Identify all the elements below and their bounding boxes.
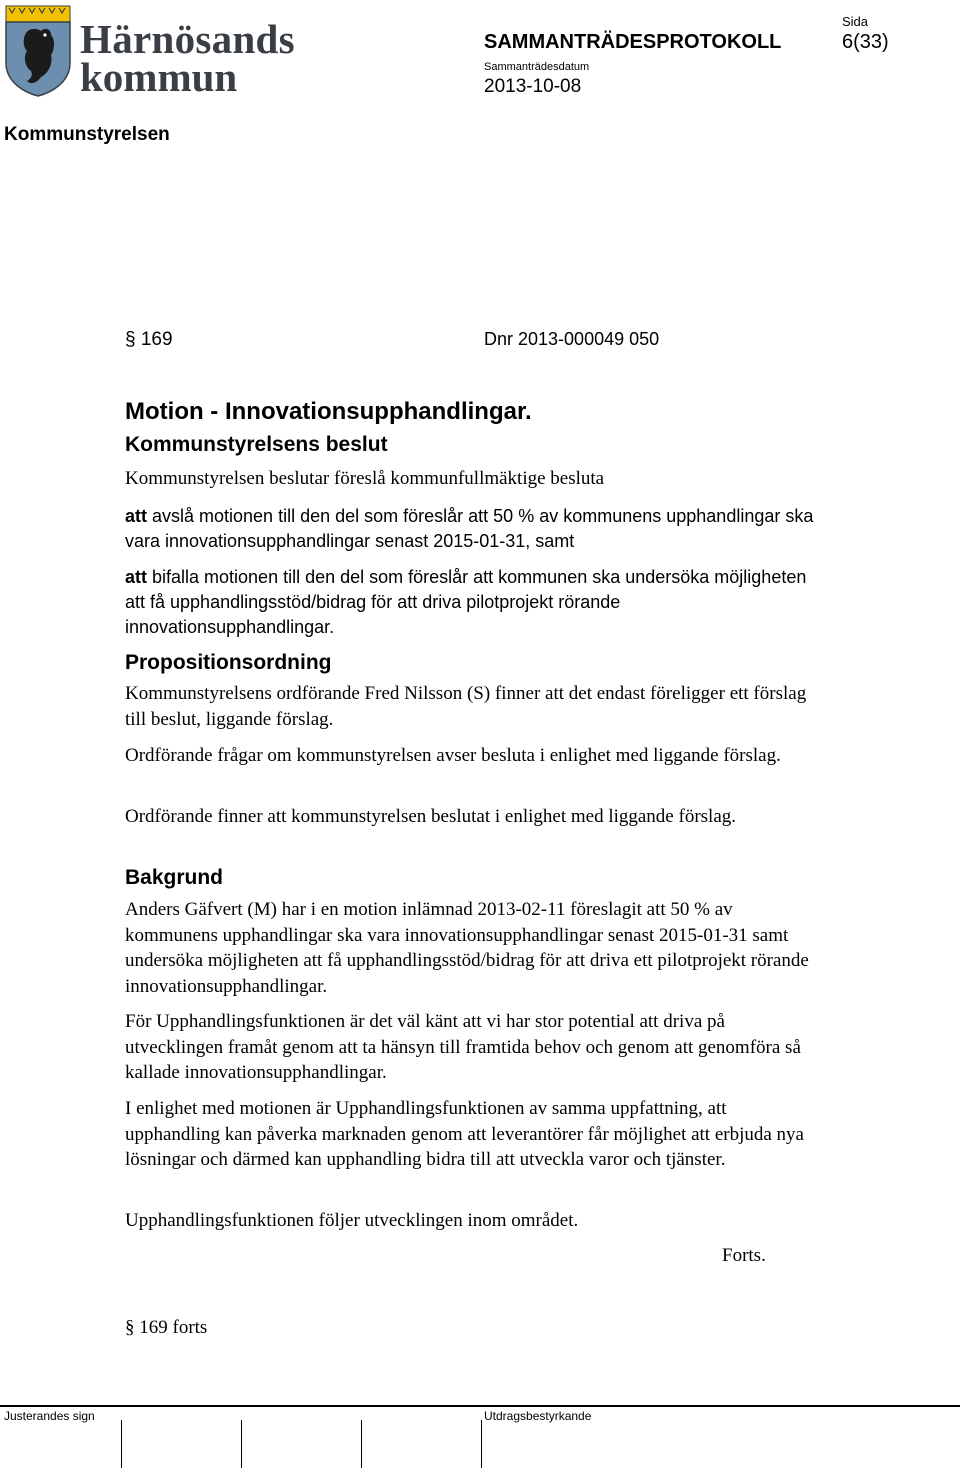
- certification-label: Utdragsbestyrkande: [484, 1409, 592, 1423]
- diary-number: Dnr 2013-000049 050: [484, 329, 660, 349]
- background-paragraph-4: Upphandlingsfunktionen följer utvecklingen inom området.: [125, 1210, 579, 1231]
- signature-box-divider: [121, 1420, 122, 1468]
- meeting-date: 2013-10-08: [484, 76, 582, 97]
- municipality-logo-wordmark: [80, 16, 295, 100]
- section-mark: §: [125, 329, 136, 350]
- logo-line-2: kommun: [80, 54, 238, 100]
- proposition-paragraph-1: Kommunstyrelsens ordförande Fred Nilsson (S) finner att det endast föreligger ett förslag till beslut, liggande förslag.: [125, 683, 807, 730]
- paragraph-number: [125, 329, 173, 351]
- footer-rule: [0, 1405, 960, 1407]
- att-keyword: att: [125, 567, 147, 587]
- continued-paragraph-label: 169 forts: [139, 1317, 208, 1338]
- proposition-heading: Propositionsordning: [125, 651, 332, 674]
- att-text: avslå motionen till den del som föreslår att 50 % av kommunens upphandlingar ska vara innovationsupphandlingar senast 2015-01-31, samt: [125, 506, 814, 551]
- signature-box-divider: [481, 1420, 482, 1468]
- protocol-title: SAMMANTRÄDESPROTOKOLL: [484, 31, 782, 53]
- att-keyword: att: [125, 506, 147, 526]
- item-title: Motion - Innovationsupphandlingar.: [125, 398, 532, 425]
- background-paragraph-3: I enlighet med motionen är Upphandlingsfunktionen av samma uppfattning, att upphandling kan påverka marknaden genom att leverantörer får möjlighet att erbjuda nya lösningar och därmed kan upphandling bidra till att utveckla varor och tjänster.: [125, 1098, 804, 1170]
- signature-label: Justerandes sign: [4, 1409, 95, 1423]
- paragraph-number-value: 169: [140, 329, 173, 350]
- decision-intro: Kommunstyrelsen beslutar föreslå kommunfullmäktige besluta: [125, 468, 605, 489]
- page-number: 6(33): [842, 31, 889, 53]
- proposition-paragraph-2: Ordförande frågar om kommunstyrelsen avser besluta i enlighet med liggande förslag.: [125, 745, 781, 766]
- background-heading: Bakgrund: [125, 866, 224, 889]
- organ-name: Kommunstyrelsen: [4, 124, 170, 145]
- page-label: Sida: [842, 14, 869, 29]
- signature-box-divider: [241, 1420, 242, 1468]
- proposition-paragraph-3: Ordförande finner att kommunstyrelsen beslutat i enlighet med liggande förslag.: [125, 806, 736, 827]
- decision-heading: Kommunstyrelsens beslut: [125, 433, 388, 456]
- logo-line-1: Härnösands: [80, 16, 295, 62]
- decision-att-1: [125, 504, 815, 554]
- decision-att-2: [125, 565, 815, 640]
- att-text: bifalla motionen till den del som föreslår att kommunen ska undersöka möjligheten att få upphandlingsstöd/bidrag för att driva pilotprojekt rörande innovationsupphandlingar.: [125, 567, 807, 637]
- meeting-date-label: Sammanträdesdatum: [484, 61, 590, 73]
- section-mark: §: [125, 1317, 135, 1338]
- continued-paragraph-ref: [125, 1317, 207, 1339]
- signature-box-divider: [361, 1420, 362, 1468]
- background-paragraph-2: För Upphandlingsfunktionen är det väl känt att vi har stor potential att driva på utvecklingen framåt genom att ta hänsyn till framtida behov och genom att genomföra så kallade innovationsupphandlingar.: [125, 1011, 801, 1083]
- continued-note: Forts.: [722, 1245, 766, 1266]
- municipality-coat-of-arms: [5, 5, 71, 102]
- background-paragraph-1: Anders Gäfvert (M) har i en motion inlämnad 2013-02-11 föreslagit att 50 % av kommunens upphandlingar ska vara innovationsupphandlingar senast 2015-01-31 samt undersöka möjligheten att få upphandlingsstöd/bidrag för att driva ett pilotprojekt rörande innovationsupphandlingar.: [125, 899, 809, 997]
